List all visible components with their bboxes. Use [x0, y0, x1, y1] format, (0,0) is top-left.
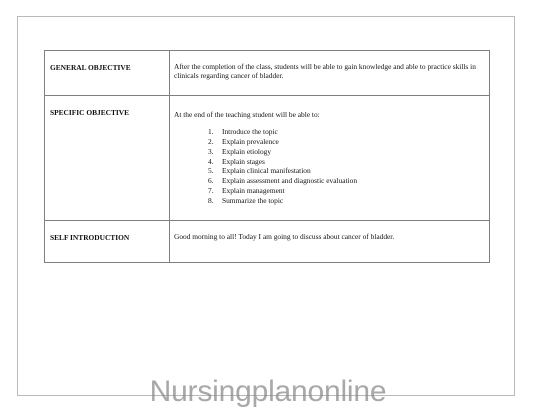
objective-text: Explain stages	[222, 156, 265, 166]
objective-number: 1.	[208, 127, 214, 137]
objective-text: Explain etiology	[222, 146, 272, 156]
objective-number: 8.	[208, 195, 214, 205]
general-objective-text: After the completion of the class, students will be able to gain knowledge and able to practice skills in clinicals regarding cancer of bladder.	[174, 62, 476, 81]
objective-text: Explain assessment and diagnostic evaluation	[222, 176, 358, 186]
objective-text: Introduce the topic	[222, 127, 278, 137]
specific-objective-item	[208, 157, 489, 167]
specific-objective-list	[170, 127, 489, 205]
specific-objective-item	[208, 137, 489, 147]
objective-number: 2.	[208, 137, 214, 147]
self-introduction-label: SELF INTRODUCTION	[50, 233, 130, 242]
specific-objective-label-cell	[45, 96, 170, 221]
watermark-text: Nursingplanonline	[149, 375, 387, 408]
general-objective-content-cell	[170, 51, 490, 96]
objective-text: Explain clinical manifestation	[222, 166, 311, 176]
lesson-plan-table	[44, 50, 490, 263]
specific-objective-item	[208, 127, 489, 137]
specific-objective-item	[208, 196, 489, 206]
specific-objective-content-cell	[170, 96, 490, 221]
specific-objective-label: SPECIFIC OBJECTIVE	[50, 108, 130, 117]
specific-objective-item	[208, 147, 489, 157]
objective-number: 7.	[208, 186, 214, 196]
objective-text: Explain prevalence	[222, 137, 279, 147]
general-objective-label: GENERAL OBJECTIVE	[50, 63, 131, 72]
objective-number: 4.	[208, 156, 214, 166]
objective-text: Explain management	[222, 186, 285, 196]
objective-number: 5.	[208, 166, 214, 176]
self-introduction-content-cell	[170, 221, 490, 263]
self-introduction-text: Good morning to all! Today I am going to discuss about cancer of bladder.	[174, 232, 395, 241]
specific-objective-item	[208, 186, 489, 196]
objective-number: 3.	[208, 146, 214, 156]
objective-text: Summarize the topic	[222, 195, 284, 205]
specific-objective-row	[45, 96, 490, 221]
general-objective-label-cell	[45, 51, 170, 96]
self-introduction-label-cell	[45, 221, 170, 263]
specific-objective-item	[208, 176, 489, 186]
self-introduction-row	[45, 221, 490, 263]
general-objective-row	[45, 51, 490, 96]
specific-objective-intro: At the end of the teaching student will be able to:	[174, 110, 320, 119]
objective-number: 6.	[208, 176, 214, 186]
specific-objective-item	[208, 166, 489, 176]
